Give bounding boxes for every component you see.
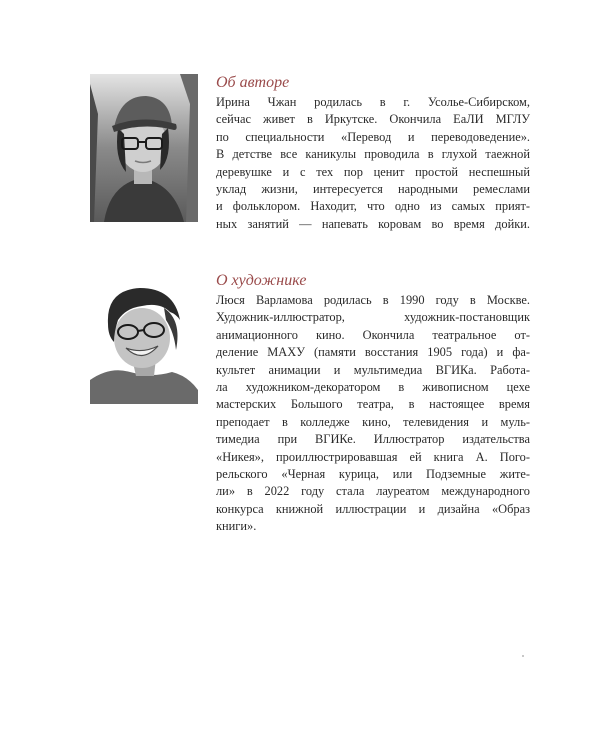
author-bio-line: и фольклором. Находит, что одно из самых прият- [216,199,530,214]
author-bio-line: ных занятий — напевать коровам во время дойки. [216,216,530,231]
illustrator-photo [90,280,198,404]
illustrator-bio-line: ли» в 2022 году стала лауреатом международного [216,484,530,499]
author-bio-line: деревушке и с тех пор ценит простой неспешный [216,164,530,179]
author-bio [216,94,530,233]
illustrator-bio-line: ла художником-декоратором в живописном цехе [216,380,530,395]
author-heading: Об авторе [216,74,290,91]
author-bio-line: сейчас живет в Иркутске. Окончила ЕаЛИ МГЛУ [216,112,530,127]
author-bio-line: Ирина Чжан родилась в г. Усолье-Сибирском, [216,95,530,109]
author-bio-line: уклад жизни, интересуется народными ремеслами [216,182,530,197]
illustrator-bio-line: тимедиа при ВГИКе. Иллюстратор издательства [216,432,530,447]
illustrator-bio-line: «Никея», проиллюстрировавшая ей книга А. Пого- [216,449,530,464]
author-photo [90,74,198,222]
illustrator-bio-line: преподает в колледже кино, телевидения и муль- [216,414,530,429]
author-bio-line: В детстве все каникулы проводила в глухой таежной [216,147,530,162]
illustrator-bio-line: рельского «Черная курица, или Подземные жите- [216,467,530,482]
illustrator-bio-line: деление МАХУ (памяти восстания 1905 года) и фа- [216,345,530,360]
illustrator-bio-line: культет анимации и мультимедиа ВГИКа. Работа- [216,362,530,377]
illustrator-bio-line: конкурса книжной иллюстрации и дизайна «Образ [216,501,530,516]
illustrator-bio-line: книги». [216,519,257,534]
illustrator-heading: О художнике [216,272,307,289]
page-speck [522,655,524,657]
author-bio-line: по специальности «Перевод и переводоведение». [216,129,530,144]
illustrator-bio-line: мастерских Большого театра, в настоящее время [216,397,530,412]
illustrator-bio-line: Художник-иллюстратор, художник-постановщик [216,310,530,325]
illustrator-bio [216,292,530,536]
illustrator-bio-line: анимационного кино. Окончила театральное от- [216,327,530,342]
illustrator-bio-line: Люся Варламова родилась в 1990 году в Москве. [216,293,530,307]
